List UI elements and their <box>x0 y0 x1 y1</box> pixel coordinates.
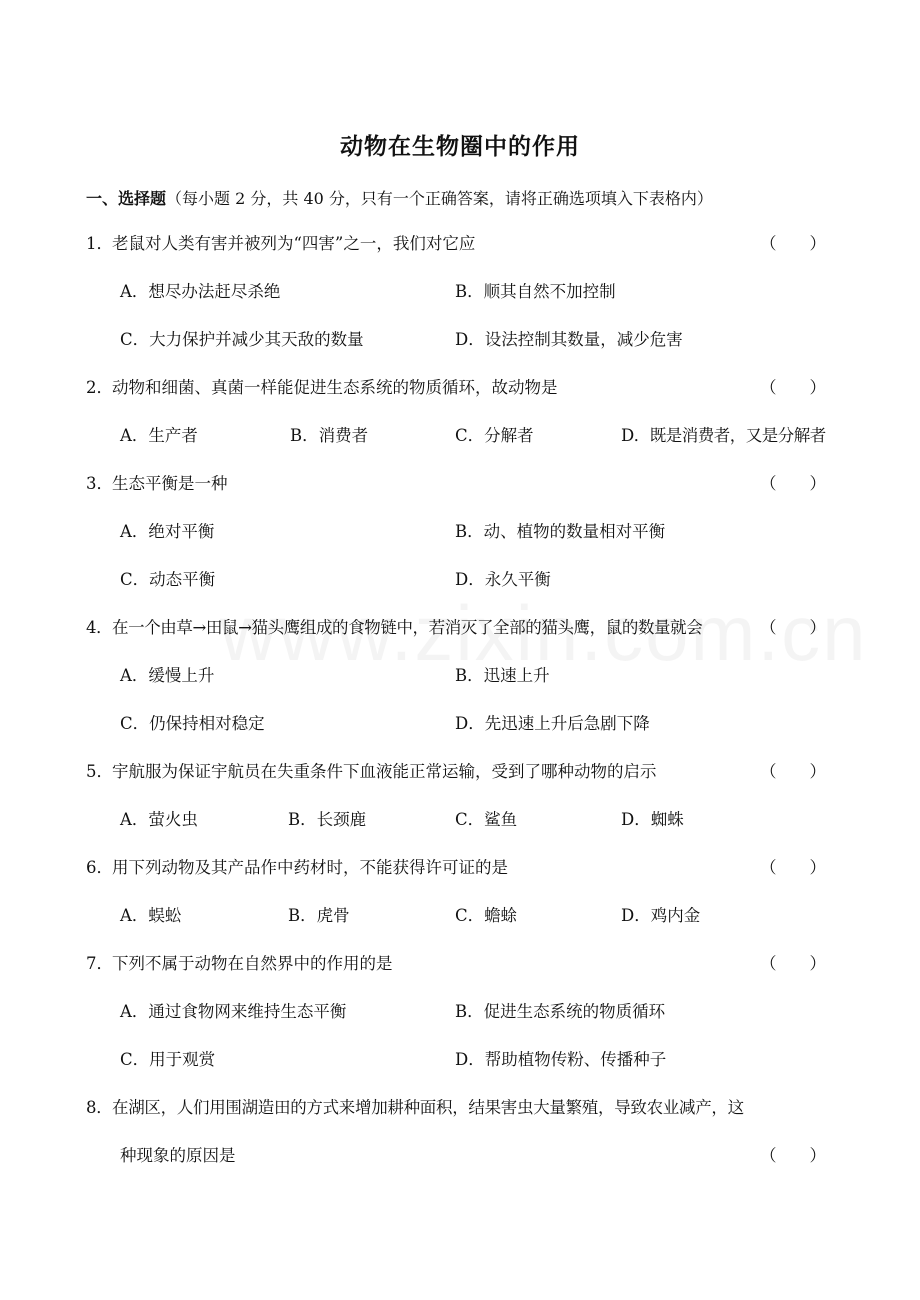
question-number: 4． <box>86 618 113 637</box>
question-number: 7． <box>86 954 113 973</box>
question-number: 6． <box>86 858 113 877</box>
answer-blank: （ ） <box>760 378 826 397</box>
question-stem: 生态平衡是一种 <box>112 474 228 493</box>
section-heading <box>86 186 713 209</box>
option-d: D．蜘蛛 <box>621 810 684 829</box>
question-number: 1． <box>86 234 113 253</box>
option-c: C．分解者 <box>455 426 534 445</box>
question-number: 5． <box>86 762 113 781</box>
question-1 <box>86 233 475 255</box>
question-5 <box>86 761 657 783</box>
option-c: C．鲨鱼 <box>455 810 518 829</box>
answer-blank: （ ） <box>760 234 826 253</box>
answer-blank: （ ） <box>760 762 826 781</box>
section-instructions: （每小题 2 分，共 40 分，只有一个正确答案，请将正确选项填入下表格内） <box>166 189 713 208</box>
option-a: A．缓慢上升 <box>120 666 215 685</box>
option-d: D．鸡内金 <box>621 906 701 925</box>
option-a: A．想尽办法赶尽杀绝 <box>120 282 281 301</box>
option-a: A．蜈蚣 <box>120 906 182 925</box>
option-b: B．长颈鹿 <box>288 810 367 829</box>
option-b: B．虎骨 <box>288 906 350 925</box>
answer-blank: （ ） <box>760 1146 826 1165</box>
page-title: 动物在生物圈中的作用 <box>340 134 580 160</box>
question-number: 8． <box>86 1098 113 1117</box>
answer-blank: （ ） <box>760 618 826 637</box>
question-stem-continued: 种现象的原因是 <box>120 1146 236 1165</box>
option-d: D．永久平衡 <box>455 570 551 589</box>
question-stem: 用下列动物及其产品作中药材时，不能获得许可证的是 <box>112 858 508 877</box>
question-4 <box>86 617 702 639</box>
option-b: B．动、植物的数量相对平衡 <box>455 522 666 541</box>
question-6 <box>86 857 508 879</box>
option-b: B．顺其自然不加控制 <box>455 282 616 301</box>
answer-blank: （ ） <box>760 954 826 973</box>
option-a: A．通过食物网来维持生态平衡 <box>120 1002 347 1021</box>
option-c: C．蟾蜍 <box>455 906 518 925</box>
section-label: 一、选择题 <box>86 189 167 208</box>
option-d: D．既是消费者，又是分解者 <box>621 426 826 445</box>
option-d: D．帮助植物传粉、传播种子 <box>455 1050 667 1069</box>
option-c: C．大力保护并减少其天敌的数量 <box>120 330 364 349</box>
question-7 <box>86 953 393 975</box>
question-number: 2． <box>86 378 113 397</box>
option-a: A．萤火虫 <box>120 810 198 829</box>
question-stem: 动物和细菌、真菌一样能促进生态系统的物质循环，故动物是 <box>112 378 558 397</box>
question-stem: 在一个由草→田鼠→猫头鹰组成的食物链中，若消灭了全部的猫头鹰，鼠的数量就会 <box>112 618 703 637</box>
option-a: A．生产者 <box>120 426 198 445</box>
answer-blank: （ ） <box>760 858 826 877</box>
option-b: B．促进生态系统的物质循环 <box>455 1002 666 1021</box>
option-c: C．仍保持相对稳定 <box>120 714 265 733</box>
option-d: D．设法控制其数量，减少危害 <box>455 330 683 349</box>
question-number: 3． <box>86 474 113 493</box>
question-8 <box>86 1097 744 1119</box>
option-b: B．迅速上升 <box>455 666 550 685</box>
question-stem: 老鼠对人类有害并被列为“四害”之一，我们对它应 <box>112 234 476 253</box>
option-b: B．消费者 <box>290 426 369 445</box>
question-stem: 在湖区，人们用围湖造田的方式来增加耕种面积，结果害虫大量繁殖，导致农业减产，这 <box>112 1098 744 1117</box>
option-a: A．绝对平衡 <box>120 522 215 541</box>
question-3 <box>86 473 228 495</box>
answer-blank: （ ） <box>760 474 826 493</box>
option-d: D．先迅速上升后急剧下降 <box>455 714 650 733</box>
question-stem: 宇航服为保证宇航员在失重条件下血液能正常运输，受到了哪种动物的启示 <box>112 762 657 781</box>
question-2 <box>86 377 558 399</box>
question-stem: 下列不属于动物在自然界中的作用的是 <box>112 954 393 973</box>
option-c: C．动态平衡 <box>120 570 216 589</box>
option-c: C．用于观赏 <box>120 1050 216 1069</box>
